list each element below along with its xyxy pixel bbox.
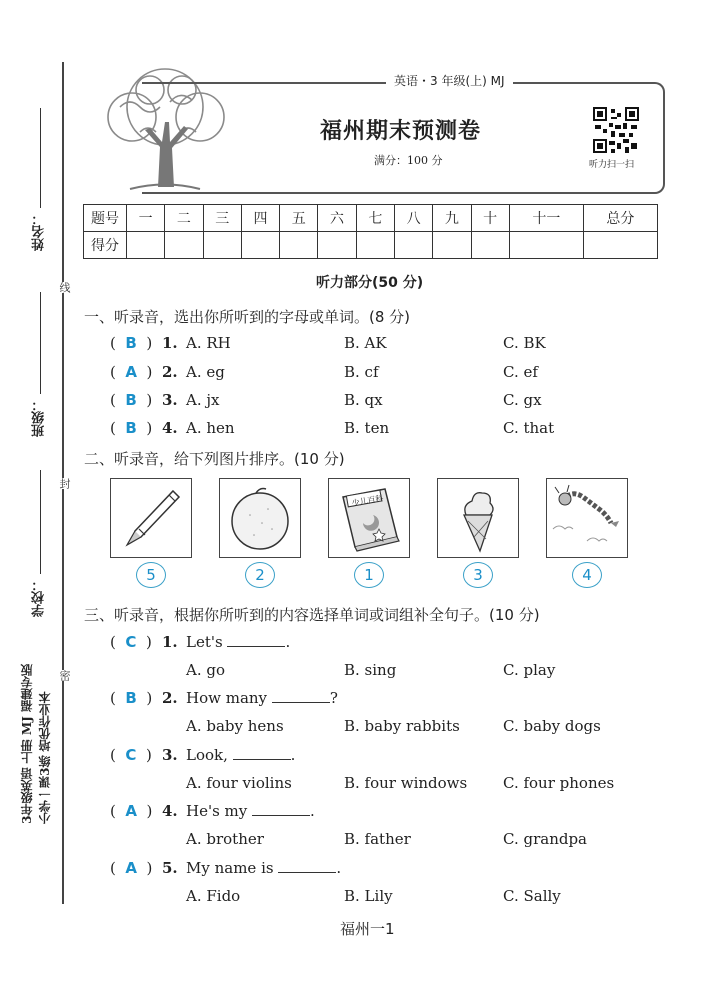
answer: B — [125, 689, 137, 707]
part1-question-4: ( B ) 4. A. hen B. ten C. that — [110, 419, 555, 437]
book-cover-title: 少儿百科 — [351, 493, 385, 509]
option-c[interactable]: C. BK — [503, 334, 546, 352]
option-b[interactable]: B. sing — [344, 661, 397, 679]
score-input[interactable] — [509, 232, 583, 259]
school-field[interactable] — [40, 470, 41, 574]
table-cell: 总分 — [583, 205, 657, 232]
stem-punct: . — [290, 746, 296, 764]
score-input[interactable] — [471, 232, 509, 259]
option-c[interactable]: C. grandpa — [503, 830, 588, 848]
question-number: 3. — [162, 391, 178, 409]
table-cell: 五 — [280, 205, 318, 232]
part1-question-2: ( A ) 2. A. eg B. cf C. ef — [110, 363, 538, 381]
option-a[interactable]: A. baby hens — [186, 717, 284, 735]
part3-question-4: ( A ) 4. He's my . A. brother B. father C. grandpa — [110, 802, 588, 848]
order-circle[interactable]: 3 — [463, 562, 493, 588]
table-cell: 得分 — [84, 232, 127, 259]
table-cell: 四 — [241, 205, 279, 232]
school-label: 学校： — [32, 578, 47, 617]
table-cell: 十 — [471, 205, 509, 232]
option-b[interactable]: B. cf — [344, 363, 379, 381]
option-a[interactable]: A. go — [186, 661, 226, 679]
score-input[interactable] — [356, 232, 394, 259]
score-input[interactable] — [583, 232, 657, 259]
answer-blank[interactable] — [233, 747, 291, 760]
qr-code-icon[interactable] — [593, 107, 639, 153]
question-number: 1. — [162, 334, 178, 352]
kite-icon — [547, 479, 627, 557]
page-footer: 福州一1 — [340, 920, 395, 938]
part2-heading: 二、听录音，给下列图片排序。(10 分) — [84, 450, 345, 468]
score-input[interactable] — [394, 232, 432, 259]
option-c[interactable]: C. gx — [503, 391, 542, 409]
answer: B — [125, 391, 137, 409]
answer: A — [125, 802, 137, 820]
picture-2 — [219, 478, 301, 558]
option-c[interactable]: C. ef — [503, 363, 538, 381]
table-cell: 八 — [394, 205, 432, 232]
picture-1 — [110, 478, 192, 558]
question-number: 1. — [162, 633, 178, 651]
option-b[interactable]: B. qx — [344, 391, 383, 409]
part1-question-3: ( B ) 3. A. jx B. qx C. gx — [110, 391, 542, 409]
score-input[interactable] — [203, 232, 241, 259]
answer: C — [125, 633, 137, 651]
option-c[interactable]: C. play — [503, 661, 556, 679]
table-cell: 二 — [165, 205, 203, 232]
score-input[interactable] — [280, 232, 318, 259]
table-cell: 三 — [203, 205, 241, 232]
order-circle[interactable]: 1 — [354, 562, 384, 588]
table-cell: 六 — [318, 205, 356, 232]
part1-question-1: ( B ) 1. A. RH B. AK C. BK — [110, 334, 546, 352]
order-circle[interactable]: 2 — [245, 562, 275, 588]
orange-icon — [220, 479, 300, 557]
option-c[interactable]: C. baby dogs — [503, 717, 601, 735]
table-cell: 十一 — [509, 205, 583, 232]
answer: A — [125, 859, 137, 877]
subject-grade: 英语・3 年级(上) MJ — [386, 72, 513, 89]
fountain-pen-icon — [111, 479, 191, 557]
answer: B — [125, 334, 137, 352]
book-icon — [329, 479, 409, 557]
score-input[interactable] — [241, 232, 279, 259]
score-input[interactable] — [127, 232, 165, 259]
option-a[interactable]: A. four violins — [186, 774, 292, 792]
score-table-header-row — [84, 205, 658, 232]
cut-word-mi: 密 — [58, 670, 71, 681]
question-number: 4. — [162, 419, 178, 437]
option-c[interactable]: C. four phones — [503, 774, 615, 792]
question-stem: My name is — [186, 859, 274, 877]
option-b[interactable]: B. AK — [344, 334, 387, 352]
question-number: 2. — [162, 363, 178, 381]
cut-word-feng: 封 — [58, 478, 71, 489]
question-number: 4. — [162, 802, 178, 820]
book-spine — [18, 664, 58, 824]
stem-punct: . — [336, 859, 342, 877]
question-number: 2. — [162, 689, 178, 707]
table-cell: 九 — [433, 205, 471, 232]
table-cell: 七 — [356, 205, 394, 232]
part3-question-1: ( C ) 1. Let's . A. go B. sing C. play — [110, 633, 556, 679]
table-cell: 题号 — [84, 205, 127, 232]
score-input[interactable] — [318, 232, 356, 259]
part3-question-5: ( A ) 5. My name is . A. Fido B. Lily C. Sally — [110, 859, 561, 905]
answer-blank[interactable] — [278, 860, 336, 873]
option-b[interactable]: B. four windows — [344, 774, 468, 792]
part3-question-3: ( C ) 3. Look, . A. four violins B. four windows C. four phones — [110, 746, 615, 792]
question-number: 3. — [162, 746, 178, 764]
picture-3 — [328, 478, 410, 558]
picture-5 — [546, 478, 628, 558]
order-circle[interactable]: 5 — [136, 562, 166, 588]
order-circle[interactable]: 4 — [572, 562, 602, 588]
part1-heading: 一、听录音，选出你所听到的字母或单词。(8 分) — [84, 308, 411, 326]
full-score: 满分：100 分 — [374, 154, 443, 167]
listening-title: 听力部分(50 分) — [316, 275, 424, 291]
score-input[interactable] — [165, 232, 203, 259]
score-table — [83, 204, 658, 259]
page-title: 福州期末预测卷 — [320, 118, 482, 144]
name-label: 姓名： — [32, 212, 47, 251]
picture-4 — [437, 478, 519, 558]
spine-line-2: 小学一课3练 培优作业本 — [38, 691, 52, 824]
option-a[interactable]: A. jx — [186, 391, 220, 409]
spine-line-1: 3年级英语 上册 MJ 福建专版 — [20, 664, 34, 824]
option-b[interactable]: B. ten — [344, 419, 390, 437]
question-stem: Look, — [186, 746, 228, 764]
question-number: 5. — [162, 859, 178, 877]
question-stem: How many — [186, 689, 268, 707]
qr-caption: 听力扫一扫 — [589, 160, 635, 170]
question-stem: Let's — [186, 633, 223, 651]
option-b[interactable]: B. Lily — [344, 887, 393, 905]
answer: B — [125, 419, 137, 437]
part3-question-2: ( B ) 2. How many ? A. baby hens B. baby rabbits C. baby dogs — [110, 689, 601, 735]
stem-punct: . — [310, 802, 315, 820]
option-b[interactable]: B. baby rabbits — [344, 717, 460, 735]
answer: A — [125, 363, 137, 381]
option-a[interactable]: A. eg — [186, 363, 225, 381]
cut-word-xian: 线 — [58, 282, 71, 293]
class-field[interactable] — [40, 292, 41, 394]
option-a[interactable]: A. RH — [186, 334, 231, 352]
stem-punct: ? — [329, 689, 338, 707]
answer-blank[interactable] — [272, 690, 330, 703]
class-label: 班级： — [32, 398, 47, 437]
option-a[interactable]: A. brother — [186, 830, 264, 848]
option-a[interactable]: A. hen — [186, 419, 235, 437]
option-a[interactable]: A. Fido — [186, 887, 241, 905]
name-field[interactable] — [40, 108, 41, 208]
option-b[interactable]: B. father — [344, 830, 411, 848]
question-stem: He's my — [186, 802, 248, 820]
score-input[interactable] — [433, 232, 471, 259]
part3-heading: 三、听录音，根据你所听到的内容选择单词或词组补全句子。(10 分) — [84, 606, 540, 624]
option-c[interactable]: C. Sally — [503, 887, 561, 905]
stem-punct: . — [285, 633, 291, 651]
answer: C — [125, 746, 137, 764]
table-cell: 一 — [127, 205, 165, 232]
answer-blank[interactable] — [252, 803, 310, 816]
answer-blank[interactable] — [227, 634, 285, 647]
option-c[interactable]: C. that — [503, 419, 555, 437]
ice-cream-icon — [438, 479, 518, 557]
score-table-score-row — [84, 232, 658, 259]
